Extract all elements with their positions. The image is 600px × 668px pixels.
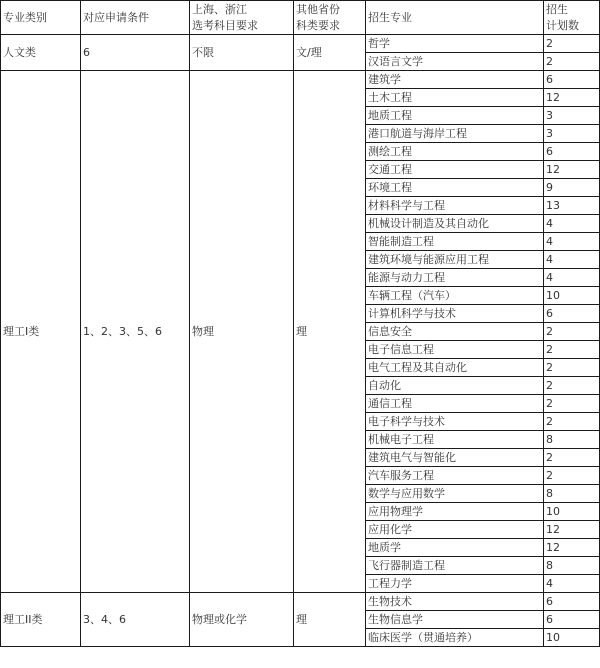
table-row xyxy=(1,35,600,53)
header-other-requirement xyxy=(294,1,366,35)
major-cell: 机械电子工程 xyxy=(366,431,544,449)
major-cell: 哲学 xyxy=(366,35,544,53)
quota-cell: 6 xyxy=(544,305,600,323)
quota-cell: 2 xyxy=(544,377,600,395)
other-requirement-cell: 理 xyxy=(294,593,366,647)
major-cell: 建筑学 xyxy=(366,71,544,89)
table-row xyxy=(1,593,600,611)
major-cell: 应用物理学 xyxy=(366,503,544,521)
quota-cell: 2 xyxy=(544,395,600,413)
quota-cell: 8 xyxy=(544,431,600,449)
quota-cell: 9 xyxy=(544,179,600,197)
quota-cell: 12 xyxy=(544,521,600,539)
major-cell: 港口航道与海岸工程 xyxy=(366,125,544,143)
quota-cell: 4 xyxy=(544,233,600,251)
major-cell: 工程力学 xyxy=(366,575,544,593)
other-requirement-cell: 文/理 xyxy=(294,35,366,71)
quota-cell: 2 xyxy=(544,467,600,485)
other-requirement-cell: 理 xyxy=(294,71,366,593)
major-cell: 建筑电气与智能化 xyxy=(366,449,544,467)
header-sh-zj-requirement xyxy=(190,1,294,35)
header-sh-zj-line1: 上海、浙江 xyxy=(192,2,247,16)
major-cell: 地质学 xyxy=(366,539,544,557)
quota-cell: 4 xyxy=(544,269,600,287)
quota-cell: 8 xyxy=(544,485,600,503)
major-cell: 汉语言文学 xyxy=(366,53,544,71)
major-cell: 电子科学与技术 xyxy=(366,413,544,431)
category-cell: 理工I类 xyxy=(1,71,81,593)
quota-cell: 3 xyxy=(544,107,600,125)
header-sh-zj-line2: 选考科目要求 xyxy=(192,18,258,32)
major-cell: 机械设计制造及其自动化 xyxy=(366,215,544,233)
major-cell: 计算机科学与技术 xyxy=(366,305,544,323)
quota-cell: 10 xyxy=(544,287,600,305)
quota-cell: 4 xyxy=(544,575,600,593)
header-other-line2: 科类要求 xyxy=(296,18,340,32)
header-conditions: 对应申请条件 xyxy=(81,1,190,35)
major-cell: 环境工程 xyxy=(366,179,544,197)
major-cell: 汽车服务工程 xyxy=(366,467,544,485)
major-cell: 材料科学与工程 xyxy=(366,197,544,215)
category-cell: 理工II类 xyxy=(1,593,81,647)
header-other-line1: 其他省份 xyxy=(296,2,340,16)
major-cell: 通信工程 xyxy=(366,395,544,413)
quota-cell: 13 xyxy=(544,197,600,215)
major-cell: 土木工程 xyxy=(366,89,544,107)
header-quota-line1: 招生 xyxy=(546,2,568,16)
quota-cell: 6 xyxy=(544,611,600,629)
major-cell: 电子信息工程 xyxy=(366,341,544,359)
quota-cell: 12 xyxy=(544,89,600,107)
major-cell: 生物信息学 xyxy=(366,611,544,629)
quota-cell: 2 xyxy=(544,323,600,341)
major-cell: 电气工程及其自动化 xyxy=(366,359,544,377)
conditions-cell: 6 xyxy=(81,35,190,71)
major-cell: 信息安全 xyxy=(366,323,544,341)
major-cell: 车辆工程（汽车） xyxy=(366,287,544,305)
quota-cell: 12 xyxy=(544,161,600,179)
quota-cell: 8 xyxy=(544,557,600,575)
major-cell: 地质工程 xyxy=(366,107,544,125)
header-quota xyxy=(544,1,600,35)
major-cell: 测绘工程 xyxy=(366,143,544,161)
quota-cell: 10 xyxy=(544,629,600,647)
major-cell: 建筑环境与能源应用工程 xyxy=(366,251,544,269)
sh-zj-requirement-cell: 物理或化学 xyxy=(190,593,294,647)
header-category: 专业类别 xyxy=(1,1,81,35)
quota-cell: 6 xyxy=(544,593,600,611)
conditions-cell: 3、4、6 xyxy=(81,593,190,647)
quota-cell: 2 xyxy=(544,35,600,53)
quota-cell: 4 xyxy=(544,251,600,269)
major-cell: 智能制造工程 xyxy=(366,233,544,251)
table-row xyxy=(1,71,600,89)
header-major: 招生专业 xyxy=(366,1,544,35)
quota-cell: 2 xyxy=(544,53,600,71)
header-row xyxy=(1,1,600,35)
sh-zj-requirement-cell: 不限 xyxy=(190,35,294,71)
major-cell: 自动化 xyxy=(366,377,544,395)
major-cell: 数学与应用数学 xyxy=(366,485,544,503)
quota-cell: 2 xyxy=(544,341,600,359)
major-cell: 能源与动力工程 xyxy=(366,269,544,287)
major-cell: 应用化学 xyxy=(366,521,544,539)
quota-cell: 6 xyxy=(544,71,600,89)
header-quota-line2: 计划数 xyxy=(546,18,579,32)
quota-cell: 6 xyxy=(544,143,600,161)
conditions-cell: 1、2、3、5、6 xyxy=(81,71,190,593)
quota-cell: 4 xyxy=(544,215,600,233)
quota-cell: 2 xyxy=(544,449,600,467)
quota-cell: 10 xyxy=(544,503,600,521)
quota-cell: 12 xyxy=(544,539,600,557)
major-cell: 临床医学（贯通培养） xyxy=(366,629,544,647)
quota-cell: 2 xyxy=(544,413,600,431)
sh-zj-requirement-cell: 物理 xyxy=(190,71,294,593)
major-cell: 生物技术 xyxy=(366,593,544,611)
quota-cell: 3 xyxy=(544,125,600,143)
category-cell: 人文类 xyxy=(1,35,81,71)
major-cell: 飞行器制造工程 xyxy=(366,557,544,575)
quota-cell: 2 xyxy=(544,359,600,377)
major-cell: 交通工程 xyxy=(366,161,544,179)
